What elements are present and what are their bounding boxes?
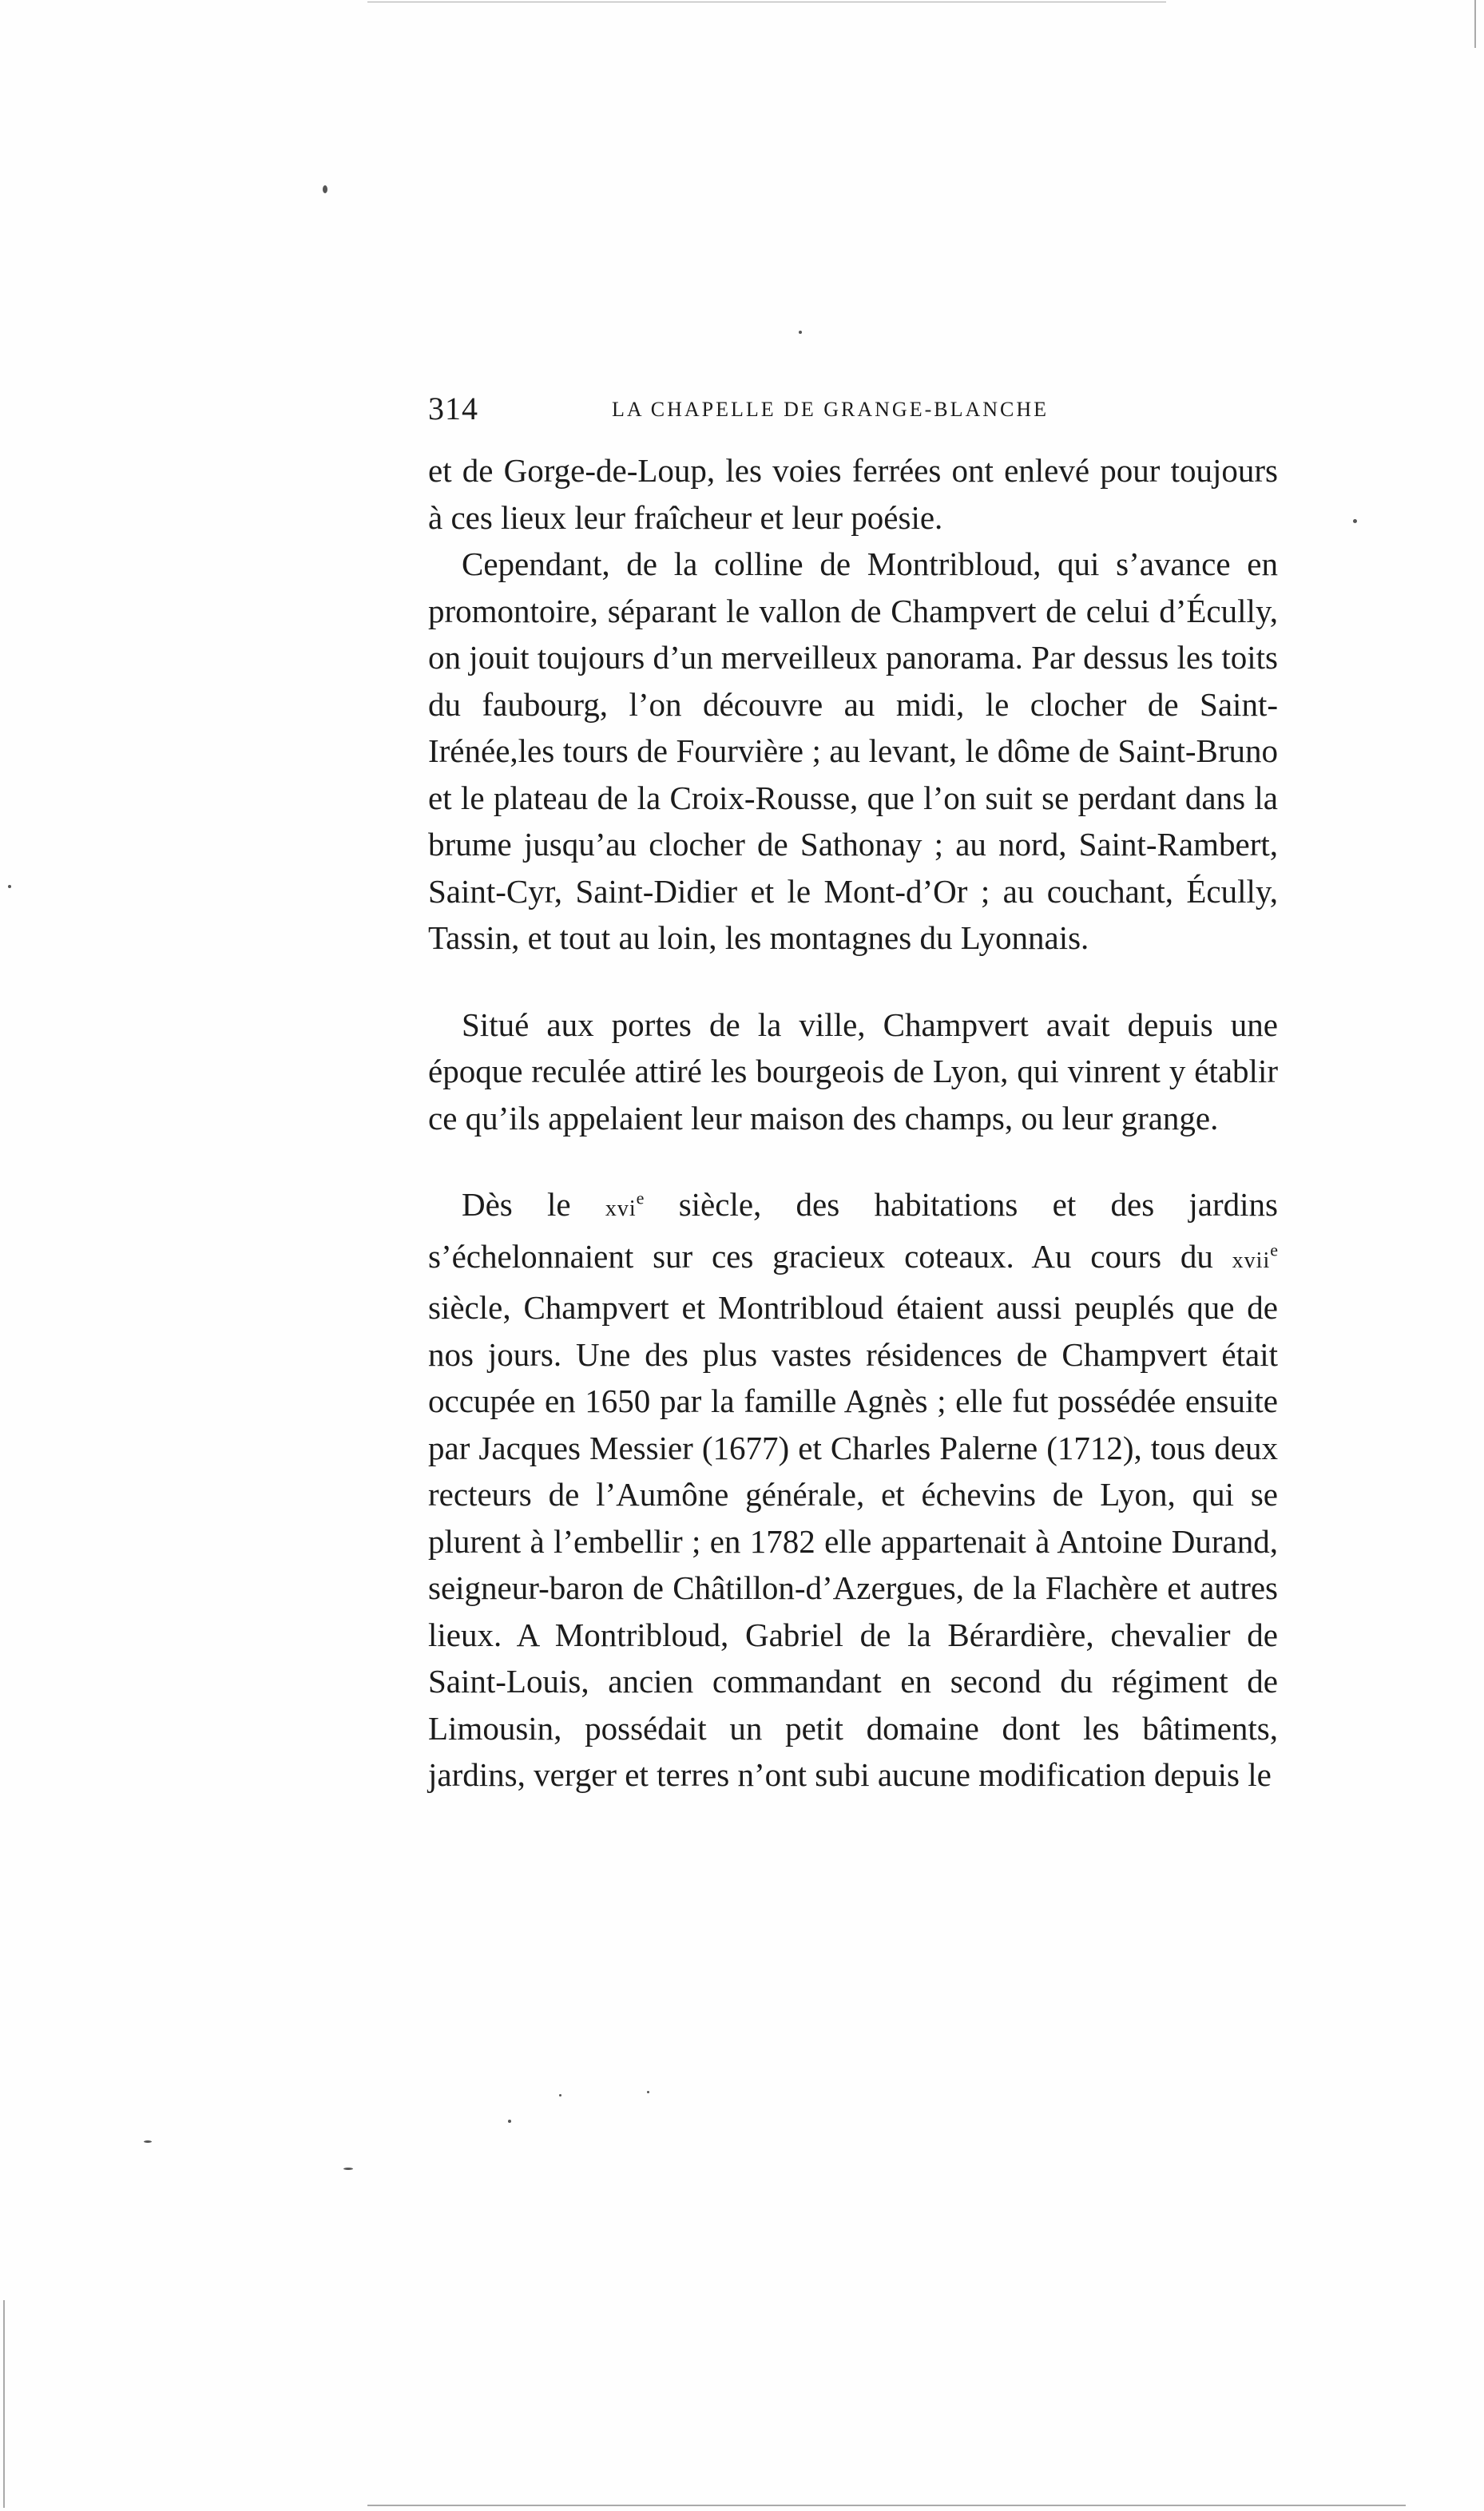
- page-number: 314: [428, 391, 478, 426]
- paragraph-champvert: Situé aux portes de la ville, Champvert avait depuis une époque reculée attiré les bourgeois de Lyon, qui vinrent y établir ce qu’ils appelaient leur maison des champs, ou leur grange.: [428, 1006, 1278, 1136]
- scan-speck: [343, 2168, 353, 2170]
- scan-speck: [144, 2140, 152, 2143]
- century-xvii-sup: e: [1270, 1239, 1278, 1259]
- body-text: [428, 447, 1278, 1799]
- running-title: LA CHAPELLE DE GRANGE-BLANCHE: [612, 398, 1050, 421]
- scan-speck: [799, 331, 802, 334]
- century-xvi: xvi: [605, 1196, 637, 1221]
- page-header: [428, 390, 1278, 438]
- century-xvi-sup: e: [636, 1188, 645, 1208]
- scan-speck: [1353, 519, 1357, 523]
- history-text-1: Dès le: [462, 1186, 605, 1223]
- paragraph-history: [428, 1181, 1278, 1799]
- scan-speck: [323, 185, 327, 193]
- paragraph-panorama: Cependant, de la colline de Montribloud, qui s’avance en promontoire, séparant le vallon de Champvert de celui d’Écully, on jouit toujours d’un merveilleux panorama. Par dessus les toits du faubourg, l’on découvre au midi, le clocher de Saint-Irénée,les tours de Fourvière ; au levant, le dôme de Saint-Bruno et le plateau de la Croix-Rousse, que l’on suit se perdant dans la brume jusqu’au clocher de Sathonay ; au nord, Saint-Rambert, Saint-Cyr, Saint-Didier et le Mont-d’Or ; au couchant, Écully, Tassin, et tout au loin, les montagnes du Lyonnais.: [428, 545, 1278, 956]
- scan-speck: [8, 885, 11, 888]
- scan-speck: [559, 2094, 561, 2096]
- scan-speck: [508, 2120, 511, 2123]
- history-text-2: siècle, des habitations et des jardins s’échelonnaient sur ces gracieux coteaux. Au cours du: [428, 1186, 1279, 1275]
- scan-edge-right: [1474, 0, 1476, 48]
- section-gap: [428, 1141, 1278, 1181]
- paragraph-continuation: et de Gorge-de-Loup, les voies ferrées ont enlevé pour toujours à ces lieux leur fraîcheur et leur poésie.: [428, 452, 1278, 536]
- history-text-3: siècle, Champvert et Montribloud étaient aussi peuplés que de nos jours. Une des plus vastes résidences de Champvert était occupée en 1650 par la famille Agnès ; elle fut possédée ensuite par Jacques Messier (1677) et Charles Palerne (1712), tous deux recteurs de l’Aumône générale, et échevins de Lyon, qui se plurent à l’embellir ; en 1782 elle appartenait à Antoine Durand, seigneur-baron de Châtillon-d’Azergues, de la Flachère et autres lieux. A Montribloud, Gabriel de la Bérardière, chevalier de Saint-Louis, ancien commandant en second du régiment de Limousin, possédait un petit domaine dont les bâtiments, jardins, verger et terres n’ont subi aucune modification depuis le: [428, 1289, 1278, 1793]
- scan-edge-bottom: [367, 2505, 1406, 2506]
- section-gap: [428, 962, 1278, 1002]
- scan-edge-left: [3, 2300, 5, 2508]
- century-xvii: xvii: [1232, 1248, 1271, 1273]
- scan-speck: [647, 2091, 649, 2093]
